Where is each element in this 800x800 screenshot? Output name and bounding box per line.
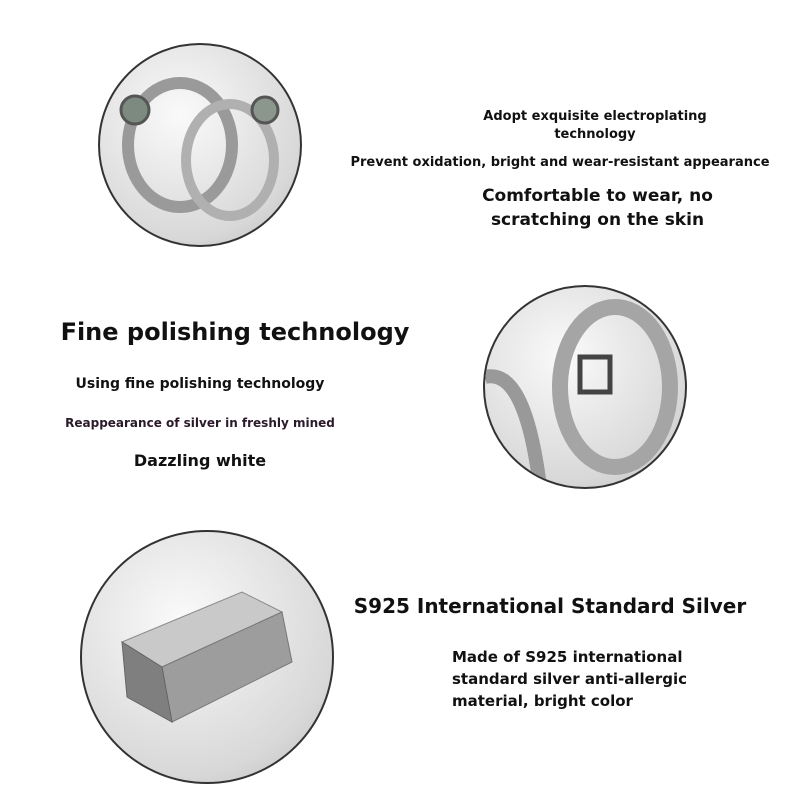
electroplating-text: Adopt exquisite electroplating technology — [483, 109, 707, 142]
silver-bars-image — [80, 530, 334, 784]
s925-title: S925 International Standard Silver — [353, 594, 747, 618]
couple-rings-image — [98, 43, 302, 247]
comfortable-text: Comfortable to wear, no scratching on the skin — [482, 186, 713, 230]
s925-body: Made of S925 international standard silver anti-allergic material, bright color — [452, 648, 687, 710]
oxidation-text: Prevent oxidation, bright and wear-resistant appearance — [350, 155, 770, 170]
polishing-title: Fine polishing technology — [60, 318, 410, 346]
polishing-line1: Using fine polishing technology — [75, 376, 325, 392]
ring-closeup-image — [483, 285, 687, 489]
polishing-line2: Reappearance of silver in freshly mined — [65, 416, 335, 430]
polishing-line3: Dazzling white — [133, 451, 267, 470]
